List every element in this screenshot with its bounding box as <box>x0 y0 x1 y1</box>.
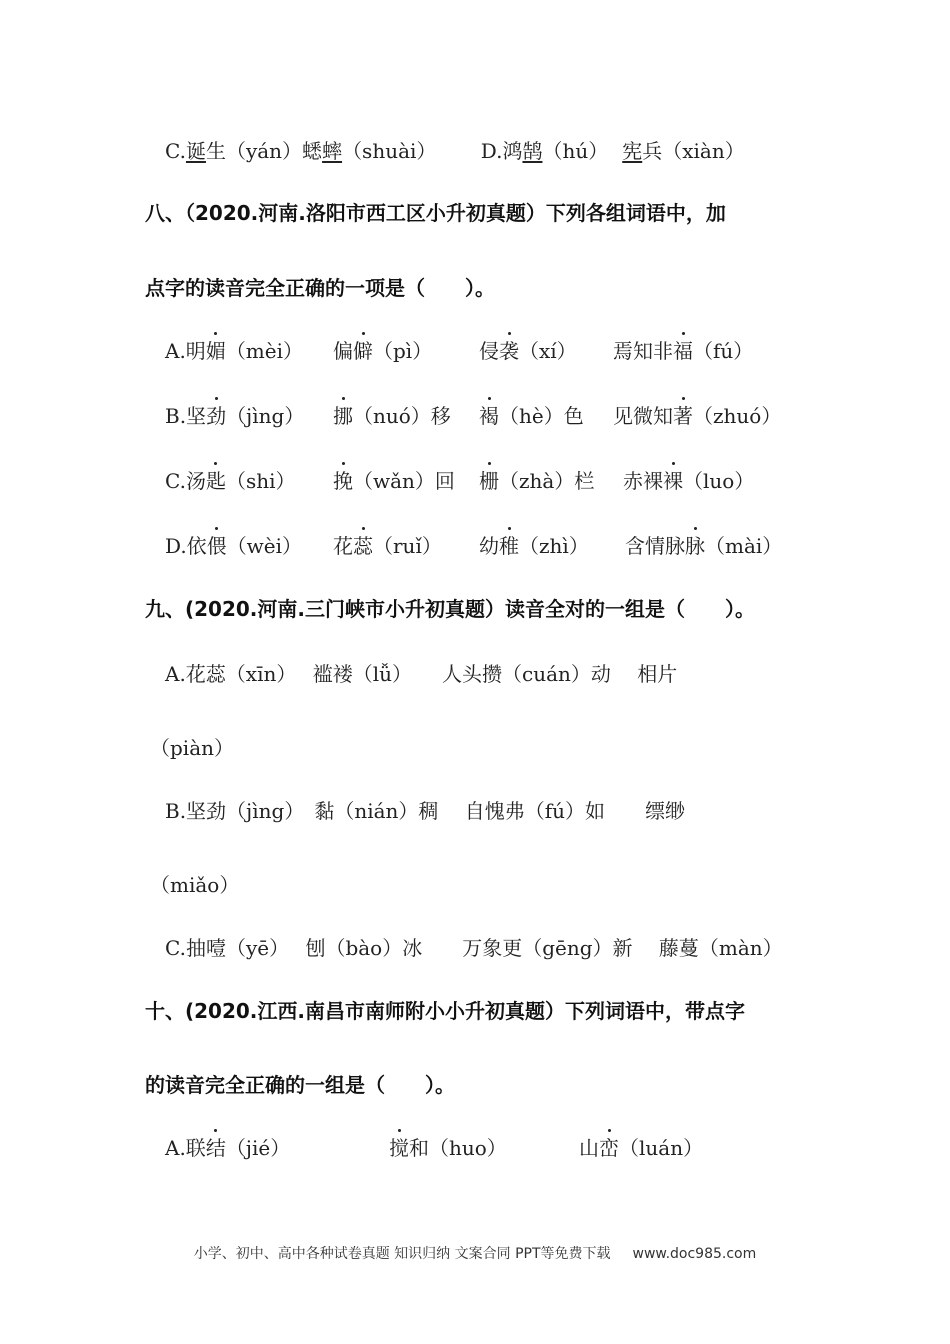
q8-c-1-dotted-char: 挽 <box>333 466 353 496</box>
q8-heading-line-1: 八、（2020.河南.洛阳市西工区小升初真题）下列各组词语中，加 <box>145 201 726 225</box>
q9-option-c: C.抽噎（yē） 刨（bào）冰 万象更（gēng）新 藤蔓（màn） <box>165 936 783 960</box>
q8-b-0-pinyin: （jìng） <box>226 404 305 428</box>
q10-option-a <box>165 1133 703 1163</box>
q8-d-2-text: 幼 <box>479 534 499 558</box>
q8-d-0-dotted-char: 偎 <box>207 531 227 561</box>
footer-url[interactable]: www.doc985.com <box>632 1246 757 1262</box>
q8-c-0-dotted-char: 匙 <box>206 466 226 496</box>
q9-heading: 九、(2020.河南.三门峡市小升初真题）读音全对的一组是（ ）。 <box>145 597 755 621</box>
q8-c-2-dotted-char: 栅 <box>479 466 499 496</box>
q7-c-underlined-char-1: 诞 <box>185 139 206 163</box>
q8-a-3-text: 焉知非 <box>613 339 673 363</box>
q8-c-3-text: 赤裸 <box>623 469 663 493</box>
q8-b-0-text: B.坚 <box>165 404 207 428</box>
q9-option-a-line-2: （piàn） <box>150 736 235 760</box>
q8-a-0-text: A.明 <box>165 339 206 363</box>
q7-option-d <box>481 136 745 166</box>
q10-a-2-pinyin: （luán） <box>619 1136 704 1160</box>
q8-a-0-dotted-char: 媚 <box>206 336 226 366</box>
q8-b-3-pinyin: （zhuó） <box>693 404 782 428</box>
q10-a-2-text: 山 <box>579 1136 599 1160</box>
q8-b-3-text: 见微知 <box>613 404 673 428</box>
q10-a-0-dotted-char: 结 <box>206 1133 226 1163</box>
q8-c-0-text: C.汤 <box>165 469 206 493</box>
q8-d-3-pinyin: （mài） <box>705 534 783 558</box>
q7-c-text-1: 生（yán）蟋 <box>205 139 323 163</box>
page-footer <box>0 1243 950 1263</box>
q7-c-prefix: C. <box>165 139 186 163</box>
q7-option-c <box>165 136 436 166</box>
q8-a-1-pinyin: （pì） <box>373 339 433 363</box>
q8-b-item <box>333 401 479 431</box>
q7-option-c-d-line <box>165 136 745 166</box>
q8-c-item <box>165 466 333 496</box>
q8-b-1-pinyin: （nuó）移 <box>353 404 451 428</box>
q8-b-item <box>613 401 781 431</box>
q10-a-2-dotted-char: 峦 <box>599 1133 619 1163</box>
q8-c-item <box>333 466 479 496</box>
q8-a-3-dotted-char: 福 <box>673 336 693 366</box>
q10-heading-line-1: 十、(2020.江西.南昌市南师附小小升初真题）下列词语中，带点字 <box>145 999 745 1023</box>
q8-d-3-dotted-char: 脉 <box>685 531 705 561</box>
q8-a-2-pinyin: （xí） <box>519 339 577 363</box>
q8-option-c <box>165 466 754 496</box>
q7-d-text-1: （hú） <box>542 139 609 163</box>
q8-a-1-text: 偏 <box>333 339 353 363</box>
q8-b-item <box>479 401 613 431</box>
q8-c-1-pinyin: （wǎn）回 <box>353 469 455 493</box>
q8-a-item <box>479 336 613 366</box>
q8-d-0-text: D.依 <box>165 534 207 558</box>
q7-c-underlined-char-2: 蟀 <box>322 139 343 163</box>
q7-c-text-2: （shuài） <box>342 139 437 163</box>
q10-a-item <box>389 1133 579 1163</box>
q8-a-0-pinyin: （mèi） <box>225 339 304 363</box>
q10-a-item <box>579 1133 703 1163</box>
q8-b-0-dotted-char: 劲 <box>206 401 226 431</box>
q8-a-item <box>165 336 333 366</box>
q7-d-underlined-char-1: 鹄 <box>522 139 543 163</box>
q8-heading-line-2: 点字的读音完全正确的一项是（ ）。 <box>145 276 495 300</box>
q8-c-item <box>479 466 623 496</box>
q8-c-3-dotted-char: 裸 <box>663 466 683 496</box>
q8-d-item <box>625 531 782 561</box>
q10-a-1-dotted-char: 搅 <box>389 1133 409 1163</box>
q8-d-1-pinyin: （ruǐ） <box>373 534 442 558</box>
q7-d-underlined-char-2: 宪 <box>622 139 643 163</box>
q8-a-item <box>333 336 479 366</box>
q9-option-b-line-2: （miǎo） <box>150 873 240 897</box>
q8-d-3-text: 含情脉 <box>625 534 685 558</box>
q8-b-2-pinyin: （hè）色 <box>499 404 584 428</box>
q8-b-item <box>165 401 333 431</box>
q9-option-a-line-1: A.花蕊（xīn） 褴褛（lǚ） 人头攒（cuán）动 相片 <box>165 662 678 686</box>
q8-d-2-pinyin: （zhì） <box>519 534 589 558</box>
q10-a-item <box>165 1133 389 1163</box>
q8-d-2-dotted-char: 稚 <box>499 531 519 561</box>
q8-c-2-pinyin: （zhà）栏 <box>499 469 595 493</box>
q8-c-0-pinyin: （shi） <box>225 469 296 493</box>
q10-heading-line-2: 的读音完全正确的一组是（ ）。 <box>145 1073 455 1097</box>
q8-d-1-dotted-char: 蕊 <box>353 531 373 561</box>
q8-d-item <box>165 531 333 561</box>
q7-d-prefix: D.鸿 <box>480 139 523 163</box>
q8-a-2-dotted-char: 袭 <box>499 336 519 366</box>
q9-option-b-line-1: B.坚劲（jìng） 黏（nián）稠 自愧弗（fú）如 缥缈 <box>165 799 686 823</box>
q8-a-2-text: 侵 <box>479 339 499 363</box>
q8-d-item <box>333 531 479 561</box>
footer-text: 小学、初中、高中各种试卷真题 知识归纳 文案合同 PPT等免费下载 <box>193 1246 611 1262</box>
q8-option-b <box>165 401 781 431</box>
q10-a-1-pinyin: 和（huo） <box>409 1136 507 1160</box>
q8-b-2-dotted-char: 褐 <box>479 401 499 431</box>
q8-option-d <box>165 531 782 561</box>
q8-c-item <box>623 466 754 496</box>
q8-c-3-pinyin: （luo） <box>683 469 755 493</box>
q8-option-a <box>165 336 753 366</box>
q10-a-0-pinyin: （jié） <box>225 1136 291 1160</box>
q8-a-item <box>613 336 753 366</box>
q8-d-item <box>479 531 625 561</box>
q8-a-3-pinyin: （fú） <box>693 339 754 363</box>
q7-d-text-2: 兵（xiàn） <box>642 139 745 163</box>
q8-a-1-dotted-char: 僻 <box>353 336 373 366</box>
q8-d-1-text: 花 <box>333 534 353 558</box>
q10-a-0-text: A.联 <box>165 1136 206 1160</box>
q8-d-0-pinyin: （wèi） <box>226 534 303 558</box>
q8-b-1-dotted-char: 挪 <box>333 401 353 431</box>
q8-b-3-dotted-char: 著 <box>673 401 693 431</box>
